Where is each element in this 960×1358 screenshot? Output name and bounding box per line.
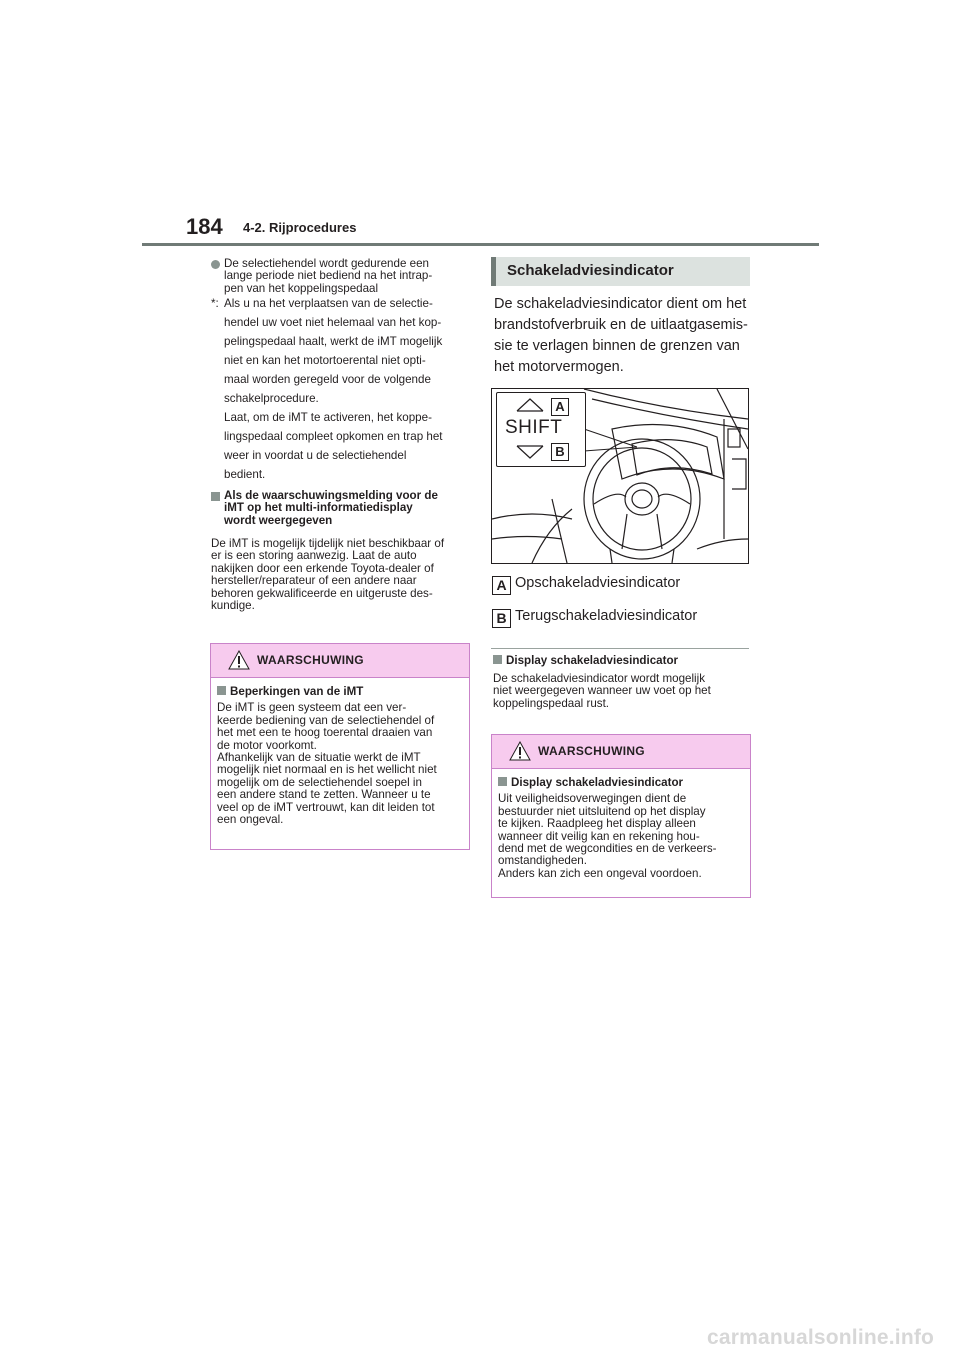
warning-label: WAARSCHUWING: [538, 744, 645, 758]
warning-line: bestuurder niet uitsluitend op het display: [498, 804, 706, 818]
footnote-line: weer in voordat u de selectiehendel: [224, 449, 407, 462]
intro-line: sie te verlagen binnen de grenzen van: [494, 338, 740, 354]
left-bullet: [211, 258, 471, 295]
warning-box-display: [491, 734, 751, 898]
subheading-warning-message: [211, 490, 473, 527]
bullet-line: pen van het koppelingspedaal: [224, 281, 379, 295]
bullet-line: lange periode niet bediend na het intrap-: [224, 269, 433, 283]
warning-line: een ongeval.: [217, 813, 284, 827]
callout-b: B: [551, 443, 569, 461]
bullet-dot-icon: [211, 260, 220, 269]
section-heading-text: Schakeladviesindicator: [507, 262, 674, 279]
up-arrow-icon: [517, 399, 543, 411]
paragraph-line: De schakeladviesindicator wordt mogelijk: [493, 672, 706, 685]
intro-paragraph: [494, 294, 756, 378]
warning-box-imt: [210, 643, 470, 850]
paragraph-line: De iMT is mogelijk tijdelijk niet beschikbaar of: [211, 537, 445, 550]
paragraph-line: er is een storing aanwezig. Laat de auto: [211, 549, 417, 563]
subheading-line: Als de waarschuwingsmelding voor de: [224, 489, 438, 502]
legend-text-a: Opschakeladviesindicator: [515, 575, 681, 591]
footnote-line: hendel uw voet niet helemaal van het kop-: [224, 316, 442, 329]
section-title: 4-2. Rijprocedures: [243, 220, 357, 235]
footnote-mark: *:: [211, 297, 219, 310]
paragraph-line: niet weergegeven wanneer uw voet op het: [493, 684, 711, 698]
warning-line: omstandigheden.: [498, 854, 587, 868]
watermark: carmanualsonline.info: [707, 1326, 935, 1349]
right-paragraph: [493, 673, 755, 710]
footnote-line: lingspedaal compleet opkomen en trap het: [224, 430, 443, 443]
paragraph-line: nakijken door een erkende Toyota-dealer of: [211, 561, 434, 575]
left-paragraph: [211, 538, 473, 612]
legend-a: [492, 573, 754, 595]
footnote-line: schakelprocedure.: [224, 392, 319, 405]
warning-line: veel op de iMT vertrouwt, kan dit leiden tot: [217, 800, 435, 814]
square-bullet-icon: [211, 492, 220, 501]
footnote-line: niet en kan het motortoerental niet opti-: [224, 354, 426, 367]
subheading-text: Display schakeladviesindicator: [506, 654, 679, 667]
bullet-line: De selectiehendel wordt gedurende een: [224, 257, 429, 270]
warning-line: Anders kan zich een ongeval voordoen.: [498, 866, 702, 880]
warning-title: [217, 686, 465, 698]
legend-text-b: Terugschakeladviesindicator: [515, 608, 698, 624]
warning-line: keerde bediening van de selectiehendel of: [217, 713, 435, 727]
warning-title-text: Beperkingen van de iMT: [230, 685, 364, 698]
warning-line: dend met de wegcondities en de verkeers-: [498, 842, 717, 856]
warning-header: [492, 735, 750, 769]
subheading-line: wordt weergegeven: [224, 513, 333, 527]
warning-label: WAARSCHUWING: [257, 653, 364, 667]
divider: [491, 648, 749, 649]
paragraph-line: kundige.: [211, 599, 255, 613]
intro-line: brandstofverbruik en de uitlaatgasemis-: [494, 317, 748, 333]
callout-a: A: [551, 398, 569, 416]
header-rule: [142, 243, 819, 246]
legend-b: [492, 606, 754, 628]
warning-line: De iMT is geen systeem dat een ver-: [217, 701, 407, 715]
shift-inset: [496, 392, 586, 467]
warning-line: te kijken. Raadpleeg het display alleen: [498, 817, 696, 831]
square-bullet-icon: [493, 655, 502, 664]
footnote-line: bedient.: [224, 468, 266, 481]
intro-line: het motorvermogen.: [494, 359, 624, 375]
footnote-line: pelingspedaal haalt, werkt de iMT mogelijk: [224, 335, 443, 348]
warning-triangle-icon: [509, 741, 531, 761]
footnote-line: maal worden geregeld voor de volgende: [224, 373, 431, 386]
warning-line: mogelijk om de selectiehendel soepel in: [217, 775, 422, 789]
paragraph-line: hersteller/reparateur of een andere naar: [211, 574, 417, 588]
square-bullet-icon: [498, 777, 507, 786]
subheading-display: [493, 655, 755, 667]
warning-line: mogelijk niet normaal en is het wellicht niet: [217, 763, 437, 777]
warning-triangle-icon: [228, 650, 250, 670]
warning-line: wanneer dit veilig kan en rekening hou-: [498, 829, 700, 843]
page-number: 184: [186, 214, 223, 239]
warning-line: Uit veiligheidsoverwegingen dient de: [498, 792, 687, 806]
dashboard-figure: [491, 388, 749, 564]
subheading-line: iMT op het multi-informatiedisplay: [224, 501, 413, 515]
warning-line: het met een te hoog toerental draaien van: [217, 726, 433, 740]
warning-header: [211, 644, 469, 678]
footnote-line: Laat, om de iMT te activeren, het koppe-: [224, 411, 432, 424]
legend-key-b: B: [492, 609, 511, 628]
footnote-line: Als u na het verplaatsen van de selectie-: [224, 297, 433, 310]
intro-line: De schakeladviesindicator dient om het: [494, 296, 747, 312]
square-bullet-icon: [217, 686, 226, 695]
warning-title-text: Display schakeladviesindicator: [511, 776, 684, 789]
footnote: [211, 294, 473, 484]
paragraph-line: behoren gekwalificeerde en uitgeruste des-: [211, 586, 433, 600]
down-arrow-icon: [517, 446, 543, 458]
warning-line: de motor voorkomt.: [217, 738, 317, 752]
warning-line: Afhankelijk van de situatie werkt de iMT: [217, 751, 421, 765]
shift-text: SHIFT: [505, 417, 563, 438]
legend-key-a: A: [492, 576, 511, 595]
warning-title: [498, 777, 746, 789]
paragraph-line: koppelingspedaal rust.: [493, 696, 610, 710]
warning-line: een andere stand te zetten. Wanneer u te: [217, 788, 431, 802]
section-heading: [491, 257, 750, 286]
